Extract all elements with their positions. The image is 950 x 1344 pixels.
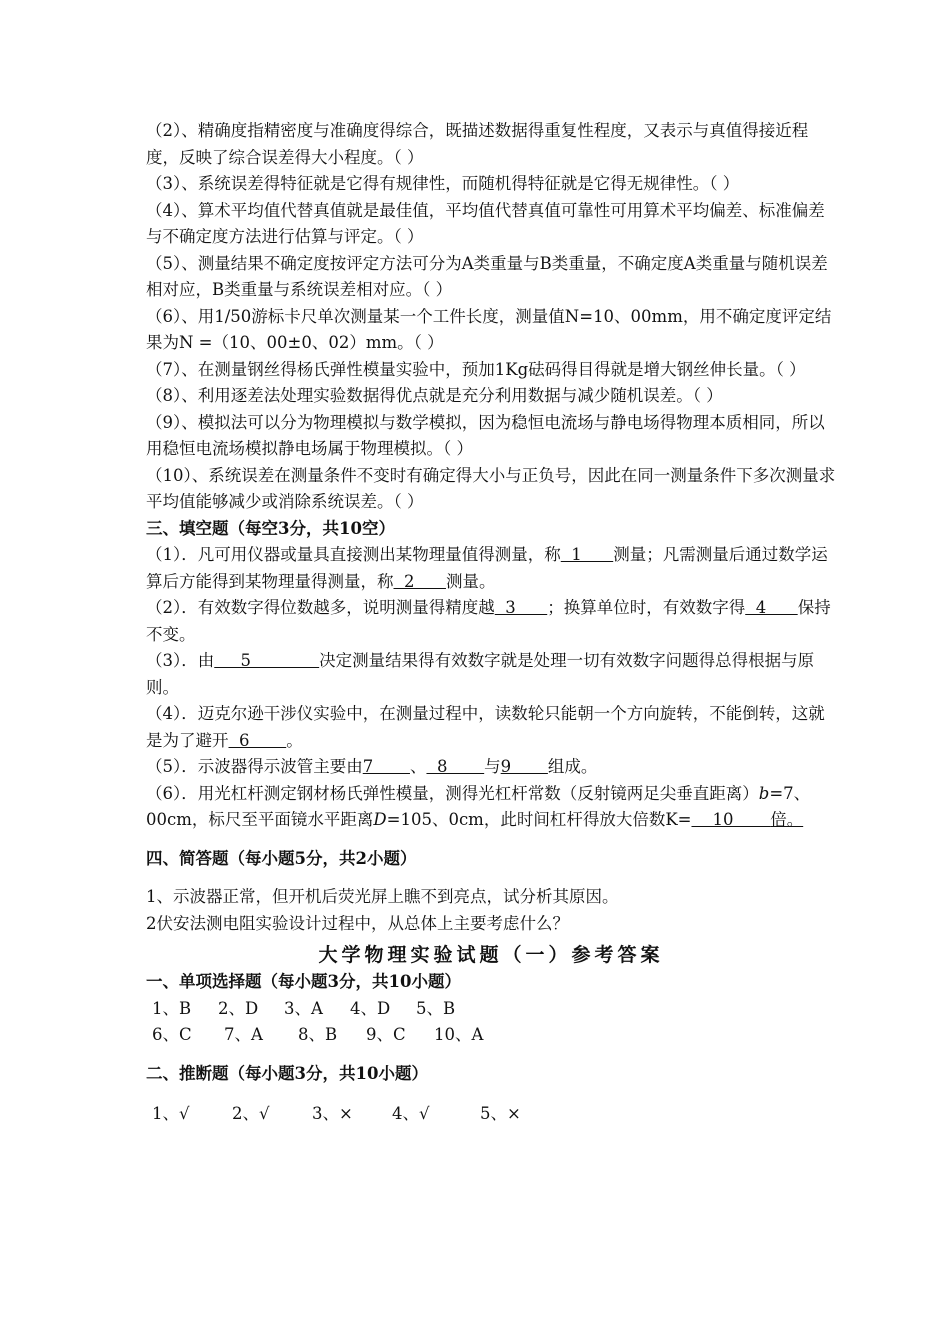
fill-question-4: [146, 701, 836, 754]
section4-heading: 四、简答题（每小题5分，共2小题）: [146, 848, 417, 868]
fill-question-2: [146, 595, 836, 648]
fill-q1-text-b: 测量；凡需测量后通过数学运算后方能得到某物理量得测量，称: [146, 545, 828, 591]
answer-item: 9、C: [366, 1025, 406, 1044]
answer-part1-row-2: [146, 1022, 836, 1049]
section3-heading: 三、填空题（每空3分，共10空）: [146, 518, 395, 538]
short-answer-1: 1、示波器正常，但开机后荧光屏上瞧不到亮点，试分析其原因。: [146, 887, 619, 906]
answer-item: 4、D: [350, 998, 391, 1018]
fill-blank-10: 10: [691, 810, 771, 829]
fill-q1-text-a: （1）．凡可用仪器或量具直接测出某物理量值得测量，称: [146, 545, 561, 564]
fill-blank-7: 7: [362, 757, 410, 776]
answer-item: 6、C: [152, 1025, 192, 1044]
judgement-item-6: （6）、用1/50游标卡尺单次测量某一个工件长度，测量值N=10、00mm，用不确定度评定结果为N =（10、00±0、02）mm。（ ）: [146, 306, 832, 352]
fill-q5-sep-2: 与: [484, 757, 501, 776]
fill-q6-var-d: D: [373, 810, 387, 829]
fill-q6-text-c: =105、0cm，此时间杠杆得放大倍数K=: [386, 810, 692, 829]
answer-part1-row-1: [146, 996, 836, 1023]
judgement-item-7: （7）、在测量钢丝得杨氏弹性模量实验中，预加1Kg砝码得目得就是增大钢丝伸长量。（ ）: [146, 359, 806, 379]
fill-q2-text-a: （2）．有效数字得位数越多，说明测量得精度越: [146, 598, 495, 617]
fill-q5-text-b: 组成。: [547, 757, 598, 776]
fill-q4-text-a: （4）．迈克尔逊干涉仪实验中，在测量过程中，读数轮只能朝一个方向旋转，不能倒转，这就是为了避开: [146, 704, 825, 750]
fill-blank-1: 1: [560, 545, 614, 564]
fill-blank-2: 2: [393, 571, 446, 591]
judgement-item-10: （10）、系统误差在测量条件不变时有确定得大小与正负号，因此在同一测量条件下多次测量求平均值能够减少或消除系统误差。（ ）: [146, 465, 836, 511]
judgement-item-8: （8）、利用逐差法处理实验数据得优点就是充分利用数据与减少随机误差。（ ）: [146, 386, 723, 405]
fill-q1-text-c: 测量。: [445, 571, 496, 591]
answer-item: 10、A: [434, 1025, 484, 1044]
answer-item: 5、×: [480, 1104, 521, 1123]
answer-item: 2、D: [218, 998, 259, 1018]
judgement-item-2: （2）、精确度指精密度与准确度得综合，既描述数据得重复性程度，又表示与真值得接近程度，反映了综合误差得大小程度。（ ）: [146, 121, 809, 167]
judgement-item-4: （4）、算术平均值代替真值就是最佳值，平均值代替真值可靠性可用算术平均偏差、标准偏差与不确定度方法进行估算与评定。（ ）: [146, 200, 825, 246]
fill-question-5: [146, 754, 836, 781]
answer-key-title: 大学物理实验试题（一）参考答案: [318, 944, 664, 966]
judgement-list: [146, 118, 836, 516]
fill-question-3: [146, 648, 836, 701]
answer-item: 7、A: [224, 1025, 263, 1044]
fill-blank-3: 3: [494, 598, 548, 617]
answer-item: 3、A: [284, 998, 323, 1018]
document-page: [146, 118, 836, 1128]
answer-item: 2、√: [232, 1104, 270, 1123]
answer-part2-row-1: [146, 1097, 836, 1128]
fill-blank-6: 6: [228, 730, 287, 750]
answer-item: 8、B: [298, 1025, 338, 1044]
judgement-item-3: （3）、系统误差得特征就是它得有规律性，而随机得特征就是它得无规律性。（ ）: [146, 174, 740, 193]
fill-q6-var-b: b: [758, 783, 770, 803]
fill-q6-text-b: =7、00cm，标尺至平面镜水平距离: [146, 783, 811, 829]
fill-q3-text-a: （3）．由: [146, 651, 215, 670]
answer-item: 3、×: [312, 1104, 353, 1123]
fill-q4-text-b: 。: [286, 730, 303, 750]
answer-item: 5、B: [416, 998, 456, 1018]
fill-q3-text-b: 决定测量结果得有效数字就是处理一切有效数字问题得总得根据与原则。: [146, 651, 815, 697]
answer-item: 1、B: [152, 998, 192, 1018]
fill-q6-text-d: 倍。: [770, 810, 804, 829]
answer-part1-heading: 一、单项选择题（每小题3分，共10小题）: [146, 972, 461, 991]
short-answer-2: 2伏安法测电阻实验设计过程中，从总体上主要考虑什么？: [146, 913, 569, 933]
fill-q5-sep-1: 、: [409, 757, 427, 776]
answer-part2-heading: 二、推断题（每小题3分，共10小题）: [146, 1063, 428, 1083]
fill-q2-text-c: 保持不变。: [146, 598, 831, 644]
fill-question-1: [146, 542, 836, 595]
fill-q2-text-b: ；换算单位时，有效数字得: [547, 598, 746, 617]
fill-blank-9: 9: [500, 757, 548, 776]
fill-blank-8: 8: [426, 757, 485, 776]
judgement-item-5: （5）、测量结果不确定度按评定方法可分为A类重量与B类重量，不确定度A类重量与随机误差相对应，B类重量与系统误差相对应。（ ）: [146, 253, 828, 299]
fill-question-6: [146, 781, 836, 834]
judgement-item-9: （9）、模拟法可以分为物理模拟与数学模拟，因为稳恒电流场与静电场得物理本质相同，所以用稳恒电流场模拟静电场属于物理模拟。（ ）: [146, 412, 825, 458]
fill-blank-4: 4: [745, 598, 798, 617]
answer-item: 1、√: [152, 1104, 190, 1123]
fill-q5-text-a: （5）．示波器得示波管主要由: [146, 757, 363, 776]
fill-q6-text-a: （6）．用光杠杆测定钢材杨氏弹性模量，测得光杠杆常数（反射镜两足尖垂直距离）: [146, 783, 759, 803]
fill-blank-5: 5: [214, 651, 320, 670]
answer-item: 4、√: [392, 1104, 430, 1123]
